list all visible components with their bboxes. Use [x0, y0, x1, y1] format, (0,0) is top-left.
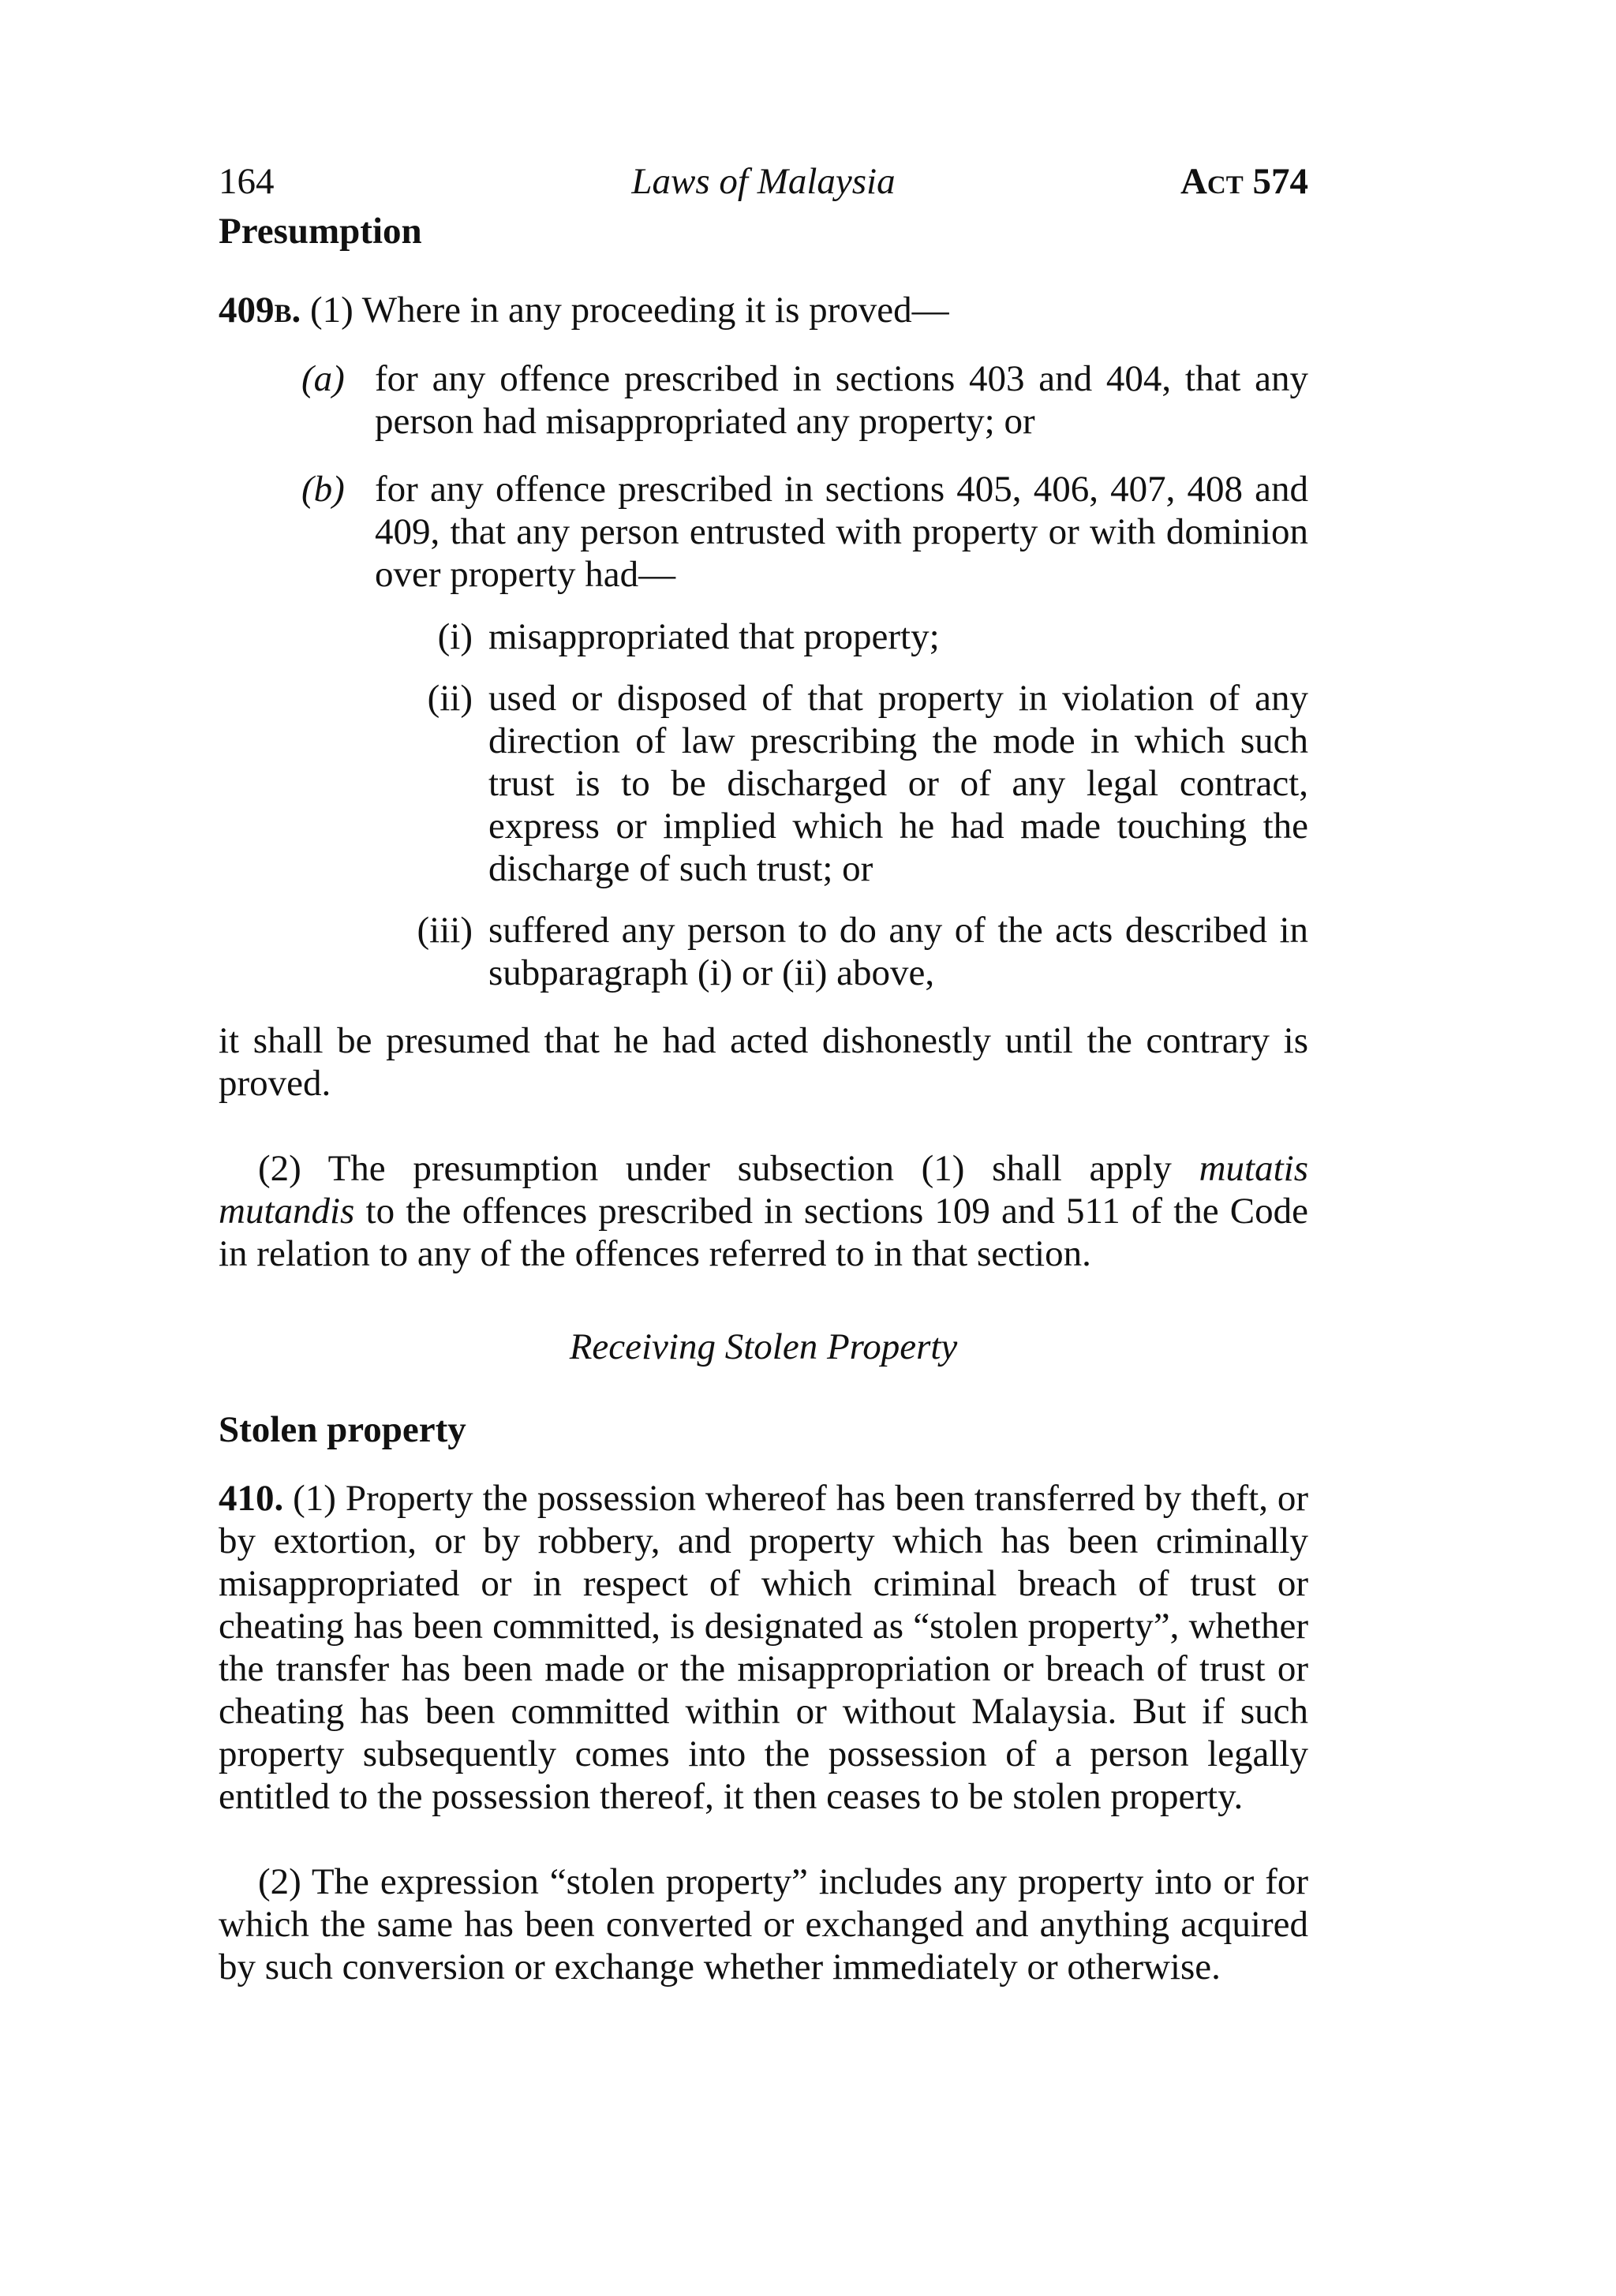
paragraph-b-text: for any offence prescribed in sections 405, 406, 407, 408 and 409, that any person entrusted with property or with dominion over property had— [375, 469, 1308, 595]
section-409b-subsection-2 [219, 1147, 1308, 1275]
subparagraph-iii-label: (iii) [417, 910, 473, 951]
subparagraph-i-label: (i) [437, 616, 473, 657]
paragraph-b [219, 468, 1308, 596]
subsection-2-text-end: to the offences prescribed in sections 109 and 511 of the Code in relation to any of the offences referred to in that section. [219, 1191, 1309, 1274]
subparagraph-iii-text: suffered any person to do any of the acts described in subparagraph (i) or (ii) above, [488, 910, 1308, 993]
paragraph-a-label: (a) [301, 358, 345, 399]
subparagraph-iii [219, 909, 1308, 994]
section-409b-number-suffix: b [274, 290, 292, 331]
subparagraph-ii-label: (ii) [427, 678, 473, 719]
document-page [219, 156, 1308, 1988]
section-409b-lead-text: (1) Where in any proceeding it is proved— [310, 290, 949, 331]
section-409b-closing: it shall be presumed that he had acted dishonestly until the contrary is proved. [219, 1020, 1308, 1104]
part-heading: Receiving Stolen Property [569, 1326, 958, 1367]
paragraph-b-label: (b) [301, 469, 345, 510]
section-409b-lead [219, 289, 1308, 331]
page-number: 164 [219, 161, 275, 202]
subsection-2-latin-phrase: mutatis mutandis [219, 1148, 1309, 1232]
act-number: 574 [1252, 161, 1308, 202]
section-409b-number-digits: 409 [219, 290, 275, 331]
subparagraph-i-text: misappropriated that property; [488, 616, 940, 657]
section-410-subsection-2: (2) The expression “stolen property” includes any property into or for which the same has been converted or exchanged and anything acquired by such conversion or exchange whether immediately or otherwise. [219, 1861, 1308, 1987]
paragraph-a [219, 357, 1308, 443]
section-410-heading: Stolen property [219, 1409, 466, 1450]
paragraph-a-text: for any offence prescribed in sections 403 and 404, that any person had misappropriated any property; or [375, 358, 1308, 442]
subsection-2-text-start: (2) The presumption under subsection (1) shall apply [258, 1148, 1172, 1189]
section-409b-heading: Presumption [219, 211, 422, 252]
section-409b-number: 409b. [219, 290, 301, 331]
publication-title: Laws of Malaysia [631, 161, 896, 202]
section-410-subsection-1 [219, 1477, 1308, 1818]
act-label: Act [1180, 161, 1244, 202]
act-reference [1180, 156, 1308, 207]
subparagraph-i [219, 615, 1308, 658]
subparagraph-ii-text: used or disposed of that property in violation of any direction of law prescribing the mode in which such trust is to be discharged or of any legal contract, express or implied which he had made touching the discharge of such trust; or [488, 678, 1308, 889]
section-410-number: 410. [219, 1478, 284, 1519]
running-header [219, 156, 1308, 207]
subparagraph-ii [219, 677, 1308, 890]
section-410-subsection-1-text: (1) Property the possession whereof has been transferred by theft, or by extortion, or by robbery, and property which has been criminally misappropriated or in respect of which criminal breach of trust or cheating has been committed, is designated as “stolen property”, whether the transfer has been made or the misappropriation or breach of trust or cheating has been committed within or without Malaysia. But if such property subsequently comes into the possession of a person legally entitled to the possession thereof, it then ceases to be stolen property. [219, 1478, 1309, 1817]
